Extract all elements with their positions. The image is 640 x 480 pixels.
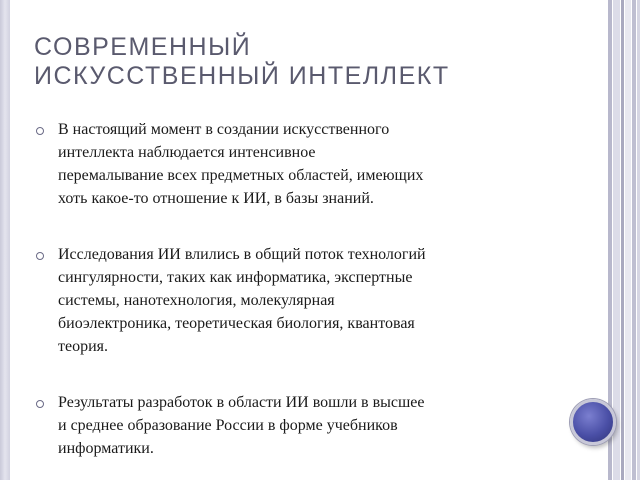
title-line: СОВРЕМЕННЫЙ <box>34 33 252 61</box>
bullet-line: и среднее образование России в форме учебников <box>58 417 398 434</box>
ring-bullet-icon <box>36 252 44 260</box>
bullet-item <box>36 118 556 210</box>
bullet-line: биоэлектроника, теоретическая биология, квантовая <box>58 315 415 332</box>
bullet-line: системы, нанотехнология, молекулярная <box>58 292 335 309</box>
slide-title <box>34 33 594 91</box>
right-frame-stripe <box>613 0 620 480</box>
bullet-line: теория. <box>58 338 109 355</box>
bullet-item <box>36 391 556 460</box>
bullet-line: Результаты разработок в области ИИ вошли в высшее <box>58 394 425 411</box>
right-frame-stripe <box>625 0 631 480</box>
bullet-text <box>58 243 556 358</box>
bullet-line: сингулярности, таких как информатика, экспертные <box>58 269 413 286</box>
right-frame-stripe <box>621 0 624 480</box>
ring-bullet-icon <box>36 127 44 135</box>
bullet-line: Исследования ИИ влились в общий поток технологий <box>58 246 426 263</box>
bullet-line: В настоящий момент в создании искусственного <box>58 121 390 138</box>
bullet-line: перемалывание всех предметных областей, имеющих <box>58 167 424 184</box>
bullet-text <box>58 391 556 460</box>
nav-circle-icon[interactable] <box>570 399 616 445</box>
bullet-list <box>36 118 556 480</box>
bullet-line: хоть какое-то отношение к ИИ, в базы знаний. <box>58 190 374 207</box>
bullet-line: информатики. <box>58 440 154 457</box>
title-line: ИСКУССТВЕННЫЙ ИНТЕЛЛЕКТ <box>34 62 450 90</box>
ring-bullet-icon <box>36 400 44 408</box>
bullet-item <box>36 243 556 358</box>
right-frame-stripe <box>632 0 636 480</box>
bullet-text <box>58 118 556 210</box>
bullet-line: интеллекта наблюдается интенсивное <box>58 144 316 161</box>
left-frame-bar <box>0 0 10 480</box>
